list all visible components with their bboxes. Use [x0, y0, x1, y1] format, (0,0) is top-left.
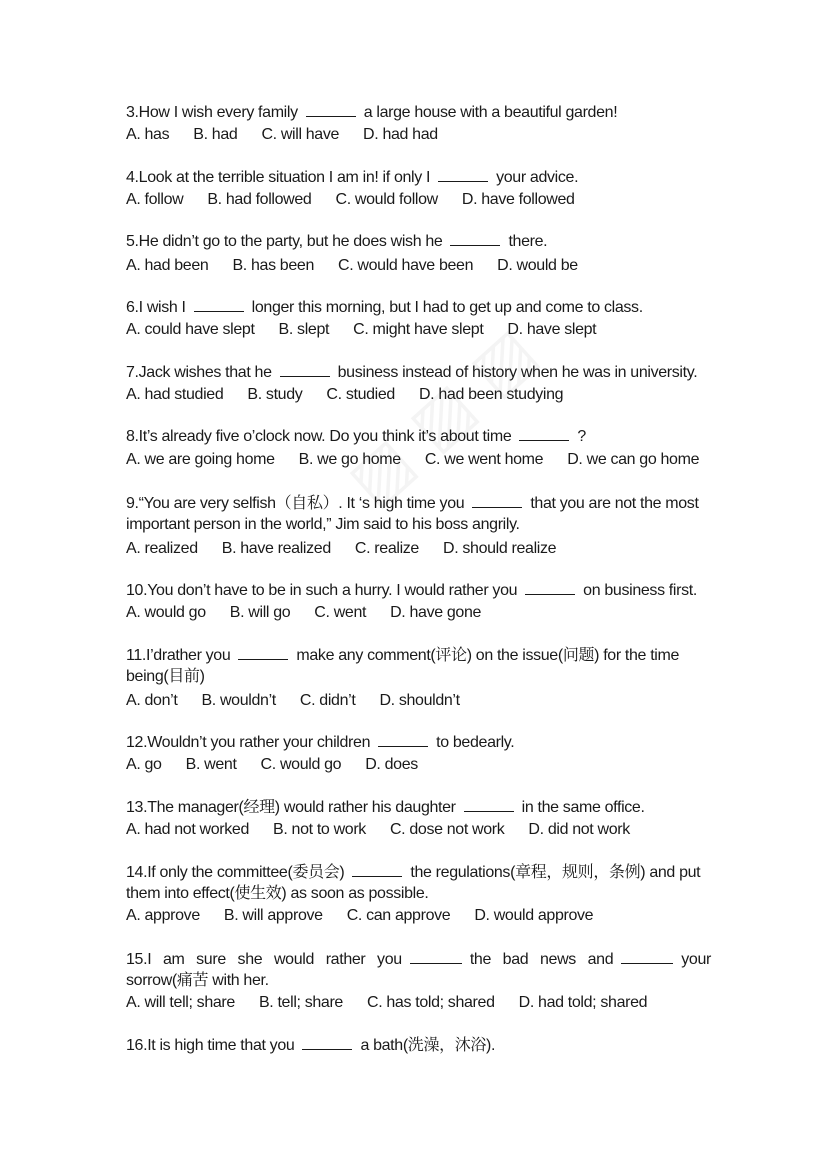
- question-4: [126, 167, 711, 210]
- answer-blank[interactable]: [525, 581, 575, 595]
- question-9: [126, 493, 711, 559]
- question-stem: 3.How I wish every family a large house with a beautiful garden!: [126, 104, 618, 121]
- answer-options: [126, 602, 711, 623]
- answer-blank-2[interactable]: [621, 950, 673, 964]
- option-b[interactable]: B. had followed: [207, 191, 312, 208]
- answer-options: [126, 189, 711, 210]
- option-d[interactable]: D. have followed: [461, 191, 575, 208]
- option-d[interactable]: D. did not work: [528, 821, 630, 838]
- question-stem: 11.I’drather you make any comment(评论) on the issue(问题) for the time being(目前): [126, 647, 680, 685]
- question-stem: 10.You don’t have to be in such a hurry. I would rather you on business first.: [126, 582, 697, 599]
- option-a[interactable]: A. approve: [126, 907, 200, 924]
- option-b[interactable]: B. had: [193, 126, 238, 143]
- option-d[interactable]: D. should realize: [442, 540, 557, 557]
- answer-blank[interactable]: [472, 494, 522, 508]
- answer-blank[interactable]: [519, 427, 569, 441]
- option-c[interactable]: C. can approve: [346, 907, 451, 924]
- option-c[interactable]: C. didn’t: [299, 692, 356, 709]
- question-stem: 15.I am sure she would rather you the bad news and your sorrow(痛苦 with her.: [126, 951, 711, 989]
- answer-blank[interactable]: [280, 363, 330, 377]
- option-a[interactable]: A. follow: [126, 191, 184, 208]
- question-15: [126, 949, 711, 1013]
- option-b[interactable]: B. has been: [232, 257, 315, 274]
- option-a[interactable]: A. had studied: [126, 386, 224, 403]
- answer-blank[interactable]: [238, 646, 288, 660]
- question-11: [126, 645, 711, 711]
- answer-blank[interactable]: [302, 1036, 352, 1050]
- option-a[interactable]: A. don’t: [126, 692, 178, 709]
- option-c[interactable]: C. has told; shared: [366, 994, 495, 1011]
- question-stem: 9.“You are very selfish（自私）. It ‘s high time you that you are not the most important person in the world,” Jim said to his boss angrily.: [126, 495, 699, 533]
- answer-options: [126, 819, 711, 840]
- answer-options: [126, 124, 711, 145]
- option-c[interactable]: C. would have been: [338, 257, 474, 274]
- question-stem: 5.He didn’t go to the party, but he does wish he there.: [126, 233, 548, 250]
- question-12: [126, 732, 711, 775]
- question-16: [126, 1035, 711, 1056]
- answer-blank[interactable]: [438, 168, 488, 182]
- answer-blank[interactable]: [410, 950, 462, 964]
- option-a[interactable]: A. had been: [126, 257, 209, 274]
- option-d[interactable]: D. had been studying: [418, 386, 564, 403]
- option-d[interactable]: D. have gone: [390, 604, 482, 621]
- question-stem: 4.Look at the terrible situation I am in! if only I your advice.: [126, 169, 579, 186]
- option-c[interactable]: C. might have slept: [353, 321, 484, 338]
- answer-options: [126, 384, 711, 405]
- option-b[interactable]: B. not to work: [273, 821, 366, 838]
- question-stem: 14.If only the committee(委员会) the regulations(章程，规则，条例) and put them into effect(使生效) as soon as possible.: [126, 864, 701, 902]
- option-d[interactable]: D. does: [365, 756, 418, 773]
- option-d[interactable]: D. shouldn’t: [379, 692, 460, 709]
- question-stem: 13.The manager(经理) would rather his daughter in the same office.: [126, 799, 645, 816]
- option-a[interactable]: A. could have slept: [126, 321, 255, 338]
- option-b[interactable]: B. wouldn’t: [201, 692, 276, 709]
- option-a[interactable]: A. realized: [126, 540, 198, 557]
- option-d[interactable]: D. would approve: [474, 907, 594, 924]
- question-stem: 6.I wish I longer this morning, but I had to get up and come to class.: [126, 299, 643, 316]
- question-stem: 7.Jack wishes that he business instead of history when he was in university.: [126, 364, 698, 381]
- option-b[interactable]: B. have realized: [221, 540, 331, 557]
- answer-blank[interactable]: [352, 863, 402, 877]
- option-a[interactable]: A. had not worked: [126, 821, 250, 838]
- option-b[interactable]: B. tell; share: [258, 994, 343, 1011]
- answer-options: [126, 992, 711, 1013]
- question-3: [126, 102, 711, 145]
- answer-blank[interactable]: [194, 298, 244, 312]
- watermark: [334, 314, 550, 519]
- option-b[interactable]: B. study: [247, 386, 303, 403]
- answer-options: [126, 754, 711, 775]
- option-b[interactable]: B. slept: [278, 321, 330, 338]
- answer-blank[interactable]: [378, 733, 428, 747]
- question-7: [126, 362, 711, 405]
- answer-options: [126, 690, 711, 711]
- option-d[interactable]: D. we can go home: [567, 451, 700, 468]
- option-b[interactable]: B. went: [185, 756, 237, 773]
- option-a[interactable]: A. we are going home: [126, 451, 275, 468]
- option-b[interactable]: B. will go: [229, 604, 291, 621]
- question-6: [126, 297, 711, 340]
- answer-options: [126, 319, 711, 340]
- option-c[interactable]: C. will have: [261, 126, 340, 143]
- answer-options: [126, 255, 711, 276]
- option-a[interactable]: A. would go: [126, 604, 206, 621]
- answer-options: [126, 905, 711, 926]
- option-a[interactable]: A. go: [126, 756, 162, 773]
- option-c[interactable]: C. dose not work: [389, 821, 505, 838]
- option-b[interactable]: B. we go home: [298, 451, 401, 468]
- option-c[interactable]: C. we went home: [424, 451, 544, 468]
- option-d[interactable]: D. have slept: [507, 321, 597, 338]
- question-8: [126, 426, 711, 470]
- option-c[interactable]: C. went: [314, 604, 367, 621]
- option-d[interactable]: D. would be: [497, 257, 578, 274]
- question-10: [126, 580, 711, 623]
- answer-blank[interactable]: [464, 798, 514, 812]
- option-c[interactable]: C. realize: [354, 540, 419, 557]
- option-a[interactable]: A. has: [126, 126, 170, 143]
- question-stem: 8.It’s already five o’clock now. Do you think it’s about time ?: [126, 428, 586, 445]
- option-c[interactable]: C. would follow: [335, 191, 438, 208]
- option-d[interactable]: D. had told; shared: [518, 994, 648, 1011]
- answer-blank[interactable]: [450, 232, 500, 246]
- answer-options: [126, 538, 711, 559]
- option-b[interactable]: B. will approve: [223, 907, 323, 924]
- answer-blank[interactable]: [306, 103, 356, 117]
- question-stem: 12.Wouldn’t you rather your children to bedearly.: [126, 734, 515, 751]
- option-d[interactable]: D. had had: [363, 126, 438, 143]
- question-14: [126, 862, 711, 926]
- question-13: [126, 797, 711, 840]
- answer-options: [126, 449, 711, 470]
- question-stem: 16.It is high time that you a bath(洗澡，沐浴).: [126, 1037, 496, 1054]
- option-c[interactable]: C. would go: [260, 756, 342, 773]
- option-c[interactable]: C. studied: [326, 386, 395, 403]
- question-5: [126, 231, 711, 276]
- option-a[interactable]: A. will tell; share: [126, 994, 235, 1011]
